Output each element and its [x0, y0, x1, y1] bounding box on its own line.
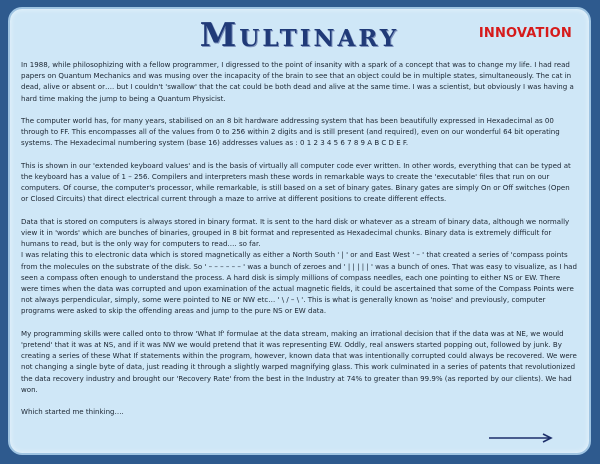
- paragraph: My programming skills were called onto to throw 'What If' formulae at the data stream, making an irrational decision that if the data was at NE, we would 'pretend' that it was at NS, and if it was NW we would pretend that it was representing EW. Oddly, real answers started popping out, followed by junk. By creating a series of these What If statements within the program, however, known data that was intentionally corrupted could always be recovered. We were not changing a single byte of data, just reading it through a slightly warped magnifying glass. This work culminated in a series of patents that revolutionized the data recovery industry and brought our 'Recovery Rate' from the best in the Industry at 74% to greater than 99.9% (as reported by our clients). We had won.: [21, 328, 577, 394]
- article-body: [21, 59, 579, 429]
- category-badge: INNOVATION: [478, 26, 572, 41]
- page-title: Multinary: [199, 15, 400, 54]
- paragraph: In 1988, while philosophizing with a fellow programmer, I digressed to the point of insanity with a spark of a concept that was to change my life. I had read papers on Quantum Mechanics and was musing over the incapacity of the brain to see that an object could be in multiple states, simultaneously. The cat in dead, alive or absent or…. but I couldn't 'swallow' that the cat could be both dead and alive at the same time. I was a scientist, but obviously I was having a hard time making the jump to being a Quantum Physicist.: [21, 60, 574, 103]
- content-card: [8, 7, 591, 455]
- paragraph: I was relating this to electronic data which is stored magnetically as either a North South ' | ' or and East West ' – ' that created a series of 'compass points from the molecules on the substrate of the disk. So ' – – – – – – ' was a bunch of zeroes and ' | | | | | ' was a bunch of ones. That was easy to visualize, as I had seen a compass often enough to understand the process. A hard disk is simply millions of compass needles, each one pointing to either NS or EW. There were times when the data was corrupted and upon examination of the actual magnetic fields, it could be ascertained that some of the Compass Points were not always perpendicular, simply, some were pointed to NE or NW etc… ' \ / – \ '. This is what is generally known as 'noise' and previously, computer programs were asked to skip the offending areas and jump to the pure NS or EW data.: [21, 250, 577, 316]
- arrow-right-icon[interactable]: [488, 433, 554, 443]
- paragraph: Data that is stored on computers is always stored in binary format. It is sent to the hard disk or whatever as a stream of binary data, although we normally view it in 'words' which are bunches of binaries, grouped in 8 bit format and represented as Hexadecimal chunks. Binary data is extremely difficult for humans to read, but is the only way for computers to read…. so far.: [21, 216, 570, 249]
- paragraph: Which started me thinking….: [21, 407, 124, 417]
- paragraph: This is shown in our 'extended keyboard values' and is the basis of virtually all computer code ever written. In other words, everything that can be typed at the keyboard has a value of 1 – 256. Compilers and interpreters mash these words in remarkable ways to create the 'executable' files that run on our computers. Of course, the computer's processor, while remarkable, is still based on a set of binary gates. Binary gates are simply On or Off switches (Open or Closed Circuits) that direct electrical current through a maze to arrive at different positions to create different effects.: [21, 160, 571, 204]
- paragraph: The computer world has, for many years, stabilised on an 8 bit hardware addressing system that has been beautifully expressed in Hexadecimal as 00 through to FF. This encompasses all of the values from 0 to 256 within 2 digits and is still present (and required), even on our wonderful 64 bit operating systems. The Hexadecimal numbering system (base 16) addresses values as : 0 1 2 3 4 5 6 7 8 9 A B C D E F.: [21, 116, 560, 148]
